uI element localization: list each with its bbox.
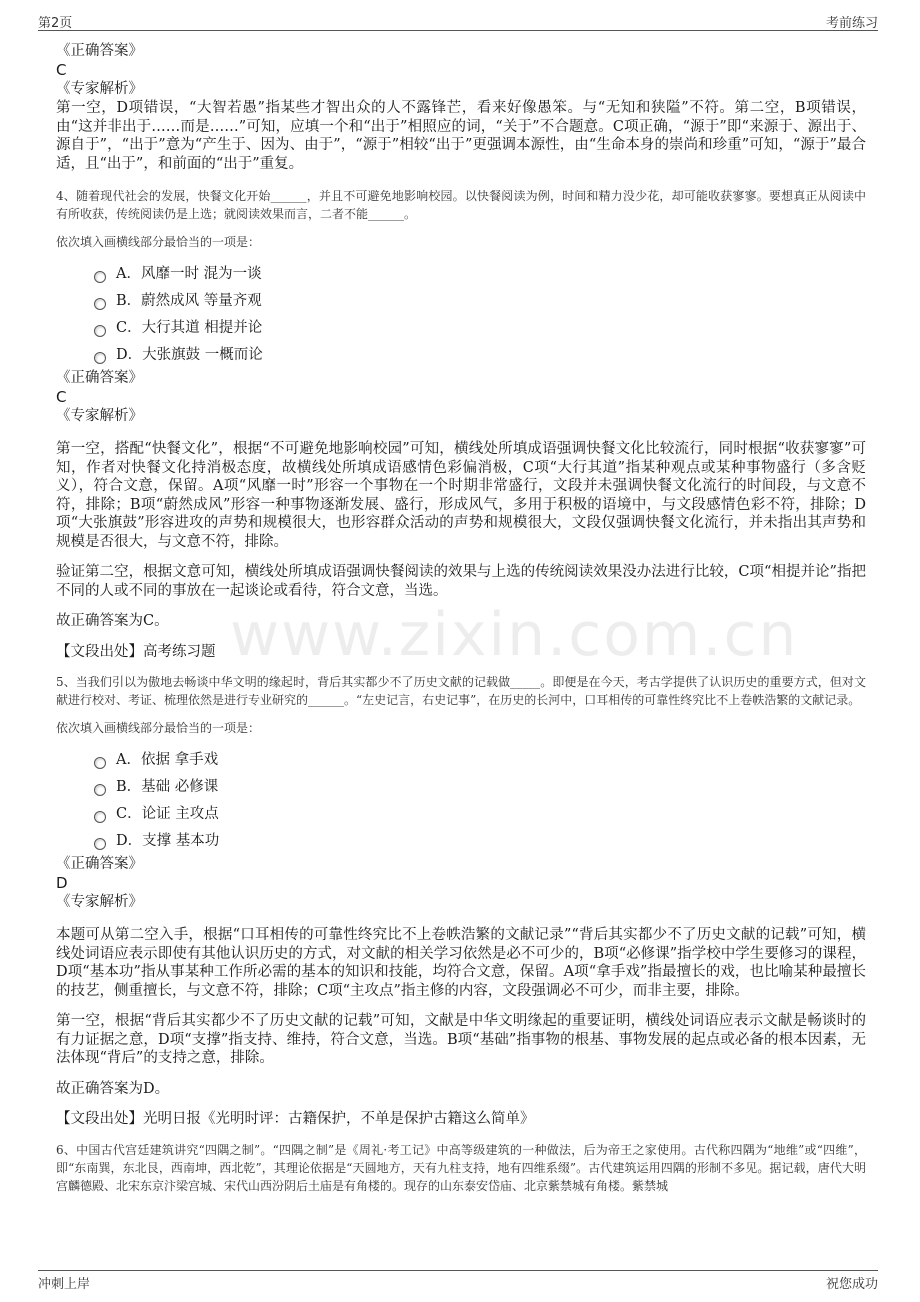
option-label: A．依据 拿手戏 [116, 752, 219, 768]
document-body [56, 42, 866, 1195]
q4-option-d[interactable] [94, 342, 866, 369]
q4-analysis-p3: 故正确答案为C。 [56, 613, 169, 629]
q5-source: 【文段出处】光明日报《光明时评：古籍保护，不单是保护古籍这么简单》 [56, 1111, 535, 1127]
footer-right: 祝您成功 [825, 1277, 878, 1292]
q3-analysis: 第一空，D项错误，“大智若愚”指某些才智出众的人不露锋芒，看来好像愚笨。与“无知和狭隘”不符。第二空，B项错误，由“这并非出于……而是……”可知，应填一个和“出于”相照应的词，“关于”不合题意。C项正确，“源于”即“来源于、源出于、源自于”，“出于”意为“产生于、因为、由于”，“源于”相较“出于”更强调本源性，由“生命本身的崇尚和珍重”可知，“源于”最合适，且“出于”，和前面的“出于”重复。 [56, 100, 866, 172]
q4-answer: C [56, 388, 67, 406]
option-label: B．基础 必修课 [116, 779, 219, 795]
option-label: A．风靡一时 混为一谈 [116, 266, 262, 282]
q4-source: 【文段出处】高考练习题 [56, 643, 216, 660]
q5-analysis-p1: 本题可从第二空入手，根据“口耳相传的可靠性终究比不上卷帙浩繁的文献记录”“背后其实都少不了历史文献的记载”可知，横线处词语应表示即使有其他认识历史的方式，对文献的相关学习依然是必不可少的，B项“必修课”指学校中学生要修习的课程，D项“基本功”指从事某种工作所必需的基本的知识和技能，均符合文意，保留。A项“拿手戏”指最擅长的戏，也比喻某种最擅长的技艺，侧重擅长，与文意不符，排除；C项“主攻点”指主修的内容，文段强调必不可少，而非主要，排除。 [56, 927, 866, 999]
q5-prompt: 依次填入画横线部分最恰当的一项是： [56, 721, 261, 735]
radio-icon[interactable] [94, 838, 106, 850]
q5-option-a[interactable] [94, 747, 866, 774]
q5-analysis-p3: 故正确答案为D。 [56, 1080, 170, 1097]
q5-answer: D [56, 874, 68, 892]
page-header [38, 10, 878, 31]
footer-left: 冲刺上岸 [38, 1277, 91, 1292]
q3-analysis-label: 《专家解析》 [56, 81, 143, 97]
option-label: D．大张旗鼓 一概而论 [116, 347, 263, 363]
q6-stem: 6、中国古代宫廷建筑讲究“四隅之制”。“四隅之制”是《周礼·考工记》中高等级建筑的一种做法，后为帝王之家使用。古代称四隅为“地维”或“四维”，即“东南巽，东北艮，西南坤，西北乾”，其理论依据是“天圆地方，天有九柱支持，地有四维系缀”。古代建筑运用四隅的形制不多见。据记载，唐代大明宫麟德殿、北宋东京汴梁宫城、宋代山西汾阴后土庙是有角楼的。现存的山东泰安岱庙、北京紫禁城有角楼。紫禁城 [56, 1142, 866, 1193]
q3-answer-label: 《正确答案》 [56, 43, 143, 59]
q5-analysis-p2: 第一空，根据“背后其实都少不了历史文献的记载”可知，文献是中华文明缘起的重要证明，横线处词语应表示文献是畅谈时的有力证据之意，D项“支撑”指支持、维持，符合文意，当选。B项“基础”指事物的根基、事物发展的起点或必备的根本因素，无法体现“背后”的支持之意，排除。 [56, 1013, 866, 1066]
q4-option-c[interactable] [94, 315, 866, 342]
radio-icon[interactable] [94, 298, 106, 310]
q4-option-a[interactable] [94, 261, 866, 288]
option-label: C．大行其道 相提并论 [116, 320, 263, 336]
page-footer [38, 1270, 878, 1293]
q5-option-c[interactable] [94, 801, 866, 828]
q5-options [94, 747, 866, 855]
q4-options [94, 261, 866, 369]
q5-option-b[interactable] [94, 774, 866, 801]
q4-analysis-p1: 第一空，搭配“快餐文化”，根据“不可避免地影响校园”可知，横线处所填成语强调快餐文化比较流行，同时根据“收获寥寥”可知，作者对快餐文化持消极态度，故横线处所填成语感情色彩偏消极，C项“大行其道”指某种观点或某种事物盛行（多含贬义），符合文意，保留。A项“风靡一时”形容一个事物在一个时期非常盛行，文段并未强调快餐文化流行的时间段，与文意不符，排除；B项“蔚然成风”形容一种事物逐渐发展、盛行，形成风气，多用于积极的语境中，与文段感情色彩不符，排除；D项“大张旗鼓”形容进攻的声势和规模很大，也形容群众活动的声势和规模很大，文段仅强调快餐文化流行，并未指出其声势和规模是否很大，与文意不符，排除。 [56, 441, 866, 550]
q4-analysis-p2: 验证第二空，根据文意可知，横线处所填成语强调快餐阅读的效果与上选的传统阅读效果没办法进行比较，C项“相提并论”指把不同的人或不同的事放在一起谈论或看待，符合文意，当选。 [56, 564, 866, 599]
radio-icon[interactable] [94, 352, 106, 364]
option-label: D．支撑 基本功 [116, 833, 220, 849]
q4-prompt: 依次填入画横线部分最恰当的一项是： [56, 235, 261, 249]
q4-option-b[interactable] [94, 288, 866, 315]
q3-answer: C [56, 61, 67, 79]
option-label: B．蔚然成风 等量齐观 [116, 293, 262, 309]
q4-stem: 4、随着现代社会的发展，快餐文化开始______，并且不可避免地影响校园。以快餐阅读为例，时间和精力没少花，却可能收获寥寥。要想真正从阅读中有所收获，传统阅读仍是上选；就阅读效果而言，二者不能______。 [56, 189, 866, 221]
q5-option-d[interactable] [94, 828, 866, 855]
q4-analysis-label: 《专家解析》 [56, 408, 143, 424]
q5-stem: 5、当我们引以为傲地去畅谈中华文明的缘起时，背后其实都少不了历史文献的记载做_____。即便是在今天，考古学提供了认识历史的重要方式，但对文献进行校对、考证、梳理依然是进行专业研究的______。“左史记言，右史记事”，在历史的长河中，口耳相传的可靠性终究比不上卷帙浩繁的文献记录。 [56, 675, 866, 707]
header-title: 考前练习 [825, 16, 878, 31]
radio-icon[interactable] [94, 757, 106, 769]
q5-answer-label: 《正确答案》 [56, 856, 143, 872]
radio-icon[interactable] [94, 784, 106, 796]
watermark: www.zixin.com.cn [230, 600, 799, 670]
radio-icon[interactable] [94, 325, 106, 337]
page-number: 第2页 [38, 16, 73, 31]
radio-icon[interactable] [94, 271, 106, 283]
q4-answer-label: 《正确答案》 [56, 370, 143, 386]
radio-icon[interactable] [94, 811, 106, 823]
option-label: C．论证 主攻点 [116, 806, 219, 822]
q5-analysis-label: 《专家解析》 [56, 894, 143, 910]
